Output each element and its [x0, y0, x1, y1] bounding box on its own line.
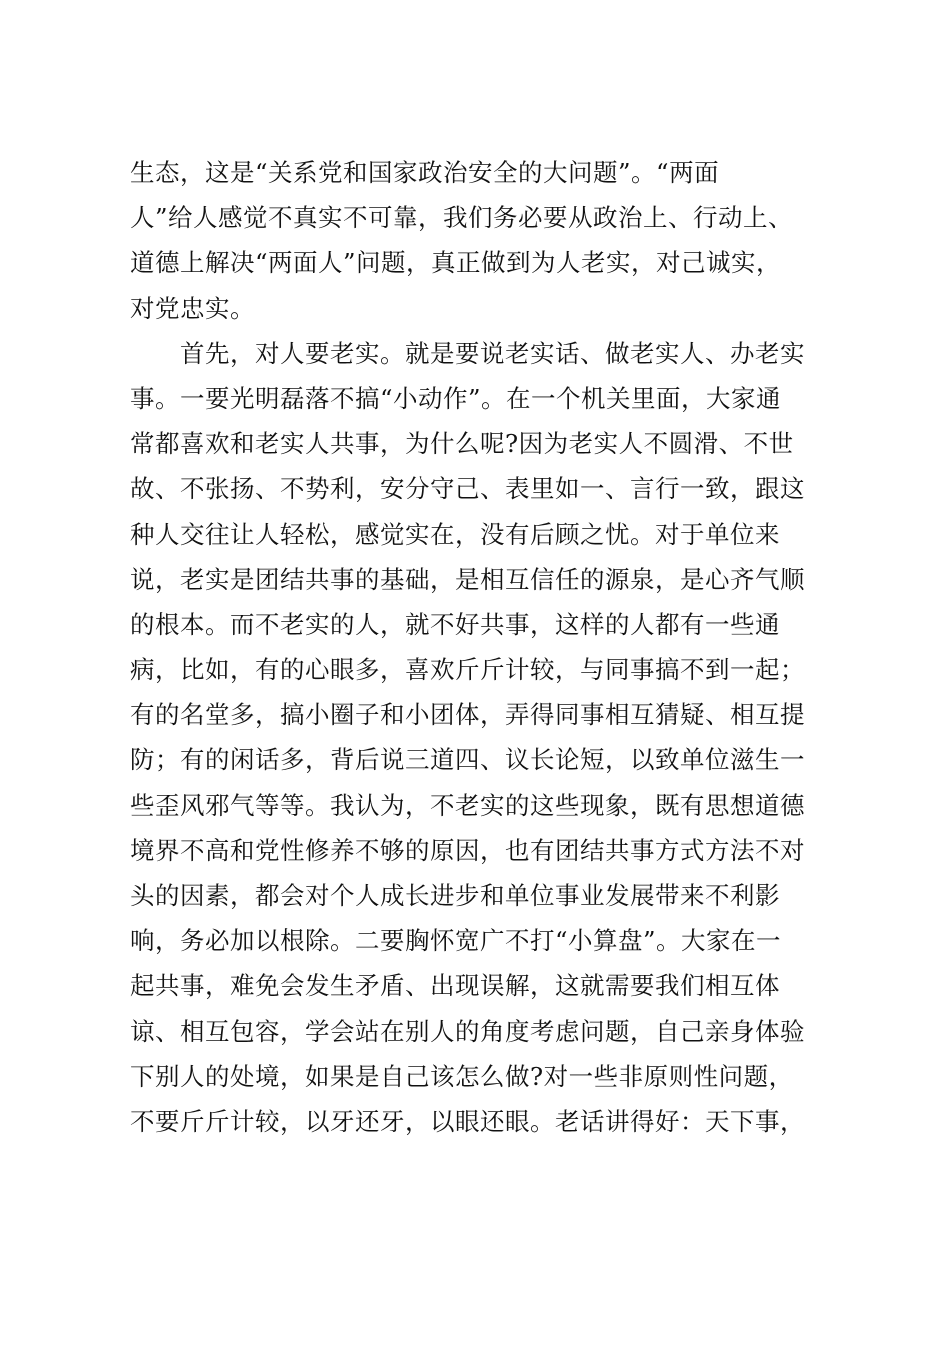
text-line: 种人交往让人轻松，感觉实在，没有后顾之忧。对于单位来: [130, 519, 780, 549]
text-line: 响，务必加以根除。二要胸怀宽广不打“小算盘”。大家在一: [130, 926, 782, 956]
text-line: 生态，这是“关系党和国家政治安全的大问题”。“两面: [130, 158, 720, 187]
text-line: 人”给人感觉不真实不可靠，我们务必要从政治上、行动上、: [130, 203, 794, 233]
text-line: 起共事，难免会发生矛盾、出现误解，这就需要我们相互体: [130, 971, 780, 1001]
text-line: 病，比如，有的心眼多，喜欢斤斤计较，与同事搞不到一起；: [130, 655, 805, 685]
text-line: 境界不高和党性修养不够的原因，也有团结共事方式方法不对: [130, 835, 805, 865]
text-line: 常都喜欢和老实人共事，为什么呢?因为老实人不圆滑、不世: [130, 429, 794, 459]
text-line: 故、不张扬、不势利，安分守己、表里如一、言行一致，跟这: [130, 474, 805, 504]
text-line: 道德上解决“两面人”问题，真正做到为人老实，对己诚实，: [130, 248, 782, 278]
text-line: 说，老实是团结共事的基础，是相互信任的源泉，是心齐气顺: [130, 564, 805, 594]
text-line: 的根本。而不老实的人，就不好共事，这样的人都有一些通: [130, 609, 780, 639]
text-line: 些歪风邪气等等。我认为，不老实的这些现象，既有思想道德: [130, 790, 805, 820]
text-line: 谅、相互包容，学会站在别人的角度考虑问题，自己亲身体验: [130, 1016, 805, 1046]
text-line: 下别人的处境，如果是自己该怎么做?对一些非原则性问题，: [130, 1061, 794, 1091]
text-line: 对党忠实。: [130, 293, 255, 323]
body-text: [130, 150, 830, 1144]
text-line: 有的名堂多，搞小圈子和小团体，弄得同事相互猜疑、相互提: [130, 700, 805, 730]
text-line: 事。一要光明磊落不搞“小动作”。在一个机关里面，大家通: [130, 383, 782, 413]
text-line: 头的因素，都会对个人成长进步和单位事业发展带来不利影: [130, 881, 780, 910]
text-line: 不要斤斤计较，以牙还牙，以眼还眼。老话讲得好：天下事，: [130, 1106, 805, 1136]
text-line: 首先，对人要老实。就是要说老实话、做老实人、办老实: [130, 338, 805, 368]
text-line: 防；有的闲话多，背后说三道四、议长论短，以致单位滋生一: [130, 745, 805, 775]
